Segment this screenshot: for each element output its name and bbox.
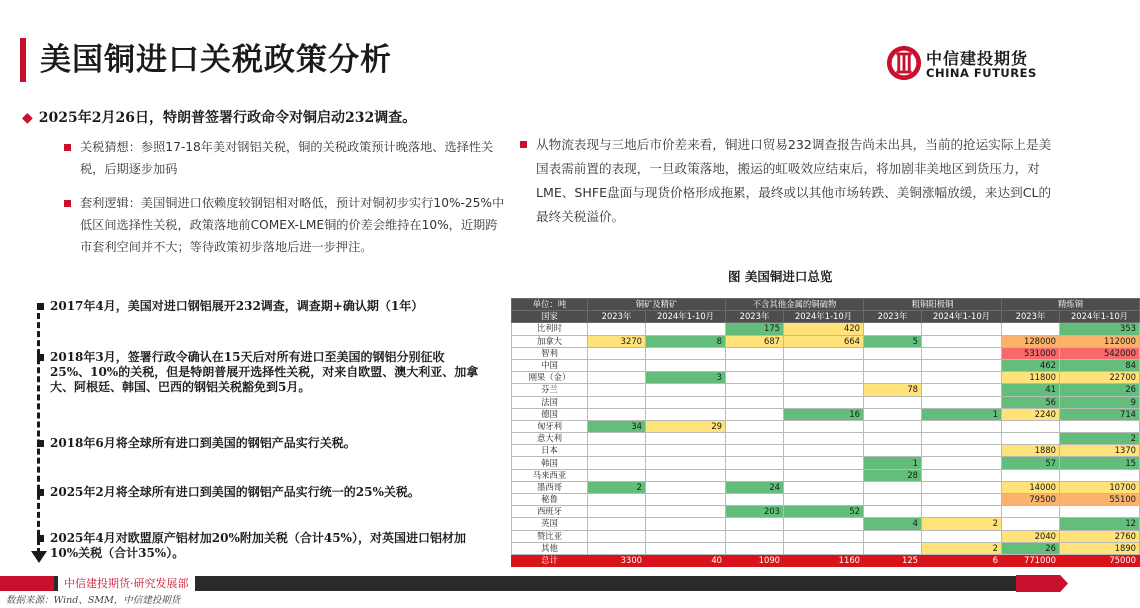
value-cell: 542000 — [1060, 347, 1140, 359]
value-cell: 2 — [1060, 433, 1140, 445]
table-row — [512, 359, 1140, 371]
value-cell — [726, 420, 784, 432]
value-cell — [588, 372, 646, 384]
country-cell: 中国 — [512, 359, 588, 371]
value-cell: 28 — [864, 469, 922, 481]
value-cell — [726, 408, 784, 420]
total-cell: 3300 — [588, 554, 646, 566]
value-cell: 2 — [588, 481, 646, 493]
value-cell: 4 — [864, 518, 922, 530]
country-cell: 韩国 — [512, 457, 588, 469]
copy-import-table — [511, 298, 1140, 567]
table-row — [512, 518, 1140, 530]
value-cell — [784, 384, 864, 396]
value-cell — [784, 445, 864, 457]
value-cell — [1002, 506, 1060, 518]
value-cell — [726, 347, 784, 359]
value-cell — [646, 384, 726, 396]
timeline-dot-icon — [37, 440, 44, 447]
value-cell: 5 — [864, 335, 922, 347]
value-cell: 15 — [1060, 457, 1140, 469]
value-cell: 84 — [1060, 359, 1140, 371]
timeline-text: 2017年4月，美国对进口钢铝展开232调查，调查期+确认期（1年） — [50, 299, 424, 313]
value-cell: 26 — [1002, 542, 1060, 554]
value-cell — [864, 323, 922, 335]
table-row — [512, 420, 1140, 432]
value-cell: 1 — [864, 457, 922, 469]
value-cell — [726, 372, 784, 384]
table-row — [512, 384, 1140, 396]
table-row — [512, 347, 1140, 359]
year-header: 2024年1-10月 — [784, 311, 864, 323]
value-cell — [1002, 323, 1060, 335]
table-header-row — [512, 299, 1140, 311]
value-cell — [588, 359, 646, 371]
footer-org: 中信建投期货·研究发展部 — [58, 576, 195, 591]
value-cell — [922, 420, 1002, 432]
value-cell — [784, 494, 864, 506]
value-cell: 41 — [1002, 384, 1060, 396]
value-cell — [646, 347, 726, 359]
table-title: 图 美国铜进口总览 — [728, 269, 833, 284]
year-header: 2023年 — [726, 311, 784, 323]
value-cell — [922, 469, 1002, 481]
value-cell: 26 — [1060, 384, 1140, 396]
value-cell: 531000 — [1002, 347, 1060, 359]
bullet-logistics — [536, 133, 1056, 229]
country-cell: 西班牙 — [512, 506, 588, 518]
timeline-text: 2018年6月将全球所有进口到美国的钢铝产品实行关税。 — [50, 436, 356, 450]
timeline-arrow-icon — [31, 551, 47, 563]
value-cell — [726, 445, 784, 457]
total-cell: 125 — [864, 554, 922, 566]
value-cell: 2760 — [1060, 530, 1140, 542]
value-cell — [784, 396, 864, 408]
value-cell — [726, 542, 784, 554]
value-cell: 353 — [1060, 323, 1140, 335]
value-cell — [864, 359, 922, 371]
value-cell: 714 — [1060, 408, 1140, 420]
timeline-text: 2025年2月将全球所有进口到美国的钢铝产品实行统一的25%关税。 — [50, 485, 420, 499]
value-cell — [864, 494, 922, 506]
value-cell — [864, 542, 922, 554]
value-cell: 2240 — [1002, 408, 1060, 420]
value-cell — [922, 445, 1002, 457]
value-cell: 3270 — [588, 335, 646, 347]
value-cell — [922, 323, 1002, 335]
value-cell: 11800 — [1002, 372, 1060, 384]
value-cell — [588, 408, 646, 420]
table-row — [512, 445, 1140, 457]
value-cell — [922, 396, 1002, 408]
value-cell — [784, 433, 864, 445]
value-cell — [784, 420, 864, 432]
total-label: 总计 — [512, 554, 588, 566]
value-cell: 1890 — [1060, 542, 1140, 554]
value-cell — [864, 396, 922, 408]
country-cell: 意大利 — [512, 433, 588, 445]
table-row — [512, 481, 1140, 493]
group-header: 铜矿及精矿 — [588, 299, 726, 311]
value-cell — [1002, 420, 1060, 432]
year-header: 2023年 — [1002, 311, 1060, 323]
value-cell — [588, 518, 646, 530]
total-cell: 40 — [646, 554, 726, 566]
value-cell — [646, 408, 726, 420]
diamond-bullet-icon: ◆ — [22, 110, 33, 126]
square-bullet-icon — [64, 144, 71, 151]
square-bullet-icon — [520, 141, 527, 148]
value-cell — [864, 408, 922, 420]
country-cell: 刚果（金） — [512, 372, 588, 384]
timeline-text: 2025年4月对欧盟原产铝材加20%附加关税（合计45%），对英国进口铝材加10%关税（合计35%）。 — [50, 531, 466, 560]
value-cell — [1060, 420, 1140, 432]
value-cell — [646, 518, 726, 530]
country-cell: 匈牙利 — [512, 420, 588, 432]
value-cell — [588, 542, 646, 554]
total-cell: 1160 — [784, 554, 864, 566]
bullet-arbitrage-logic — [80, 192, 505, 258]
table-row — [512, 494, 1140, 506]
value-cell — [726, 457, 784, 469]
value-cell — [588, 347, 646, 359]
table-row — [512, 372, 1140, 384]
table-total-row — [512, 554, 1140, 566]
timeline-item — [50, 531, 480, 561]
footer-accent — [0, 576, 54, 591]
country-cell: 法国 — [512, 396, 588, 408]
square-bullet-icon — [64, 200, 71, 207]
country-cell: 德国 — [512, 408, 588, 420]
value-cell — [922, 384, 1002, 396]
table-row — [512, 323, 1140, 335]
value-cell — [784, 469, 864, 481]
value-cell — [588, 457, 646, 469]
value-cell: 34 — [588, 420, 646, 432]
country-cell: 墨西哥 — [512, 481, 588, 493]
value-cell: 79500 — [1002, 494, 1060, 506]
title-accent-bar — [20, 38, 26, 82]
value-cell — [1060, 506, 1140, 518]
value-cell — [726, 433, 784, 445]
value-cell: 10700 — [1060, 481, 1140, 493]
country-cell: 马来西亚 — [512, 469, 588, 481]
value-cell — [646, 506, 726, 518]
value-cell — [726, 469, 784, 481]
timeline-line — [37, 304, 40, 554]
logo-name-cn: 中信建投期货 — [926, 49, 1029, 68]
value-cell: 57 — [1002, 457, 1060, 469]
value-cell — [588, 469, 646, 481]
value-cell: 14000 — [1002, 481, 1060, 493]
value-cell — [922, 335, 1002, 347]
value-cell — [864, 530, 922, 542]
year-header: 2024年1-10月 — [646, 311, 726, 323]
table-row — [512, 335, 1140, 347]
table-row — [512, 542, 1140, 554]
value-cell — [588, 494, 646, 506]
value-cell — [646, 530, 726, 542]
country-cell: 加拿大 — [512, 335, 588, 347]
value-cell: 55100 — [1060, 494, 1140, 506]
value-cell: 24 — [726, 481, 784, 493]
value-cell — [864, 347, 922, 359]
year-header: 2024年1-10月 — [1060, 311, 1140, 323]
bullet-text: 关税猜想：参照17-18年美对钢铝关税，铜的关税政策预计晚落地、选择性关税，后期逐步加码 — [80, 140, 494, 176]
value-cell: 78 — [864, 384, 922, 396]
value-cell — [646, 433, 726, 445]
value-cell — [588, 506, 646, 518]
value-cell — [784, 372, 864, 384]
country-cell: 英国 — [512, 518, 588, 530]
timeline-dot-icon — [37, 535, 44, 542]
value-cell — [726, 396, 784, 408]
value-cell — [726, 384, 784, 396]
page-title: 美国铜进口关税政策分析 — [40, 42, 392, 78]
value-cell: 8 — [646, 335, 726, 347]
headline-text: 2025年2月26日，特朗普签署行政命令对铜启动232调查。 — [38, 110, 417, 126]
value-cell — [726, 518, 784, 530]
total-cell: 771000 — [1002, 554, 1060, 566]
total-cell: 75000 — [1060, 554, 1140, 566]
value-cell: 1880 — [1002, 445, 1060, 457]
timeline-item — [50, 299, 480, 314]
value-cell — [864, 481, 922, 493]
value-cell — [922, 457, 1002, 469]
value-cell — [646, 396, 726, 408]
value-cell — [646, 494, 726, 506]
timeline-text: 2018年3月，签署行政令确认在15天后对所有进口至美国的钢铝分别征收25%、10%的关税，但是特朗普展开选择性关税，对来自欧盟、澳大利亚、加拿大、阿根廷、韩国、巴西的钢铝关税豁免到5月。 — [50, 350, 479, 394]
value-cell — [922, 494, 1002, 506]
value-cell: 52 — [784, 506, 864, 518]
value-cell: 664 — [784, 335, 864, 347]
value-cell: 2 — [922, 542, 1002, 554]
value-cell — [588, 433, 646, 445]
value-cell: 56 — [1002, 396, 1060, 408]
value-cell: 12 — [1060, 518, 1140, 530]
value-cell: 1 — [922, 408, 1002, 420]
value-cell — [1060, 469, 1140, 481]
year-header: 2023年 — [588, 311, 646, 323]
value-cell: 1370 — [1060, 445, 1140, 457]
value-cell: 22700 — [1060, 372, 1140, 384]
bullet-text: 套利逻辑：美国铜进口依赖度较钢铝相对略低，预计对铜初步实行10%-25%中低区间选择性关税，政策落地前COMEX-LME铜的价差会维持在10%，近期跨市套利空间并不大；等待政策初步落地后进一步押注。 — [80, 196, 505, 254]
country-cell: 其他 — [512, 542, 588, 554]
value-cell: 3 — [646, 372, 726, 384]
value-cell — [588, 396, 646, 408]
value-cell — [646, 469, 726, 481]
table-row — [512, 469, 1140, 481]
value-cell: 112000 — [1060, 335, 1140, 347]
value-cell — [646, 481, 726, 493]
table-header-row — [512, 311, 1140, 323]
country-cell: 日本 — [512, 445, 588, 457]
bullet-tariff-guess — [80, 136, 500, 180]
group-header: 不含其他金属的铜硫物 — [726, 299, 864, 311]
country-cell: 智利 — [512, 347, 588, 359]
country-cell: 秘鲁 — [512, 494, 588, 506]
value-cell — [922, 372, 1002, 384]
value-cell: 2040 — [1002, 530, 1060, 542]
value-cell — [1002, 518, 1060, 530]
total-cell: 1090 — [726, 554, 784, 566]
table-row — [512, 433, 1140, 445]
value-cell — [646, 323, 726, 335]
headline — [22, 107, 416, 127]
logo-name-en: CHINA FUTURES — [926, 66, 1037, 80]
value-cell — [784, 457, 864, 469]
timeline-item — [50, 350, 480, 395]
value-cell: 2 — [922, 518, 1002, 530]
value-cell: 16 — [784, 408, 864, 420]
value-cell — [922, 530, 1002, 542]
value-cell: 128000 — [1002, 335, 1060, 347]
value-cell — [726, 494, 784, 506]
value-cell — [646, 542, 726, 554]
bullet-text: 从物流表现与三地后市价差来看，铜进口贸易232调查报告尚未出具，当前的抢运实际上是美国表需前置的表现，一旦政策落地，搬运的虹吸效应结束后，将加剧非美地区到货压力，对LME、SHFE盘面与现货价格形成拖累，最终或以其他市场转跌、美铜涨幅放缓，来达到CL的最终关税溢价。 — [536, 137, 1052, 224]
value-cell — [646, 359, 726, 371]
value-cell — [588, 323, 646, 335]
table-row — [512, 408, 1140, 420]
value-cell — [864, 433, 922, 445]
value-cell — [1002, 469, 1060, 481]
value-cell — [922, 481, 1002, 493]
value-cell — [864, 372, 922, 384]
country-cell: 比利时 — [512, 323, 588, 335]
timeline-dot-icon — [37, 354, 44, 361]
data-source: 数据来源：Wind、SMM，中信建投期货 — [6, 595, 181, 606]
value-cell — [922, 359, 1002, 371]
value-cell: 9 — [1060, 396, 1140, 408]
value-cell — [784, 530, 864, 542]
table-row — [512, 530, 1140, 542]
group-header: 精炼铜 — [1002, 299, 1140, 311]
value-cell — [784, 481, 864, 493]
year-header: 2023年 — [864, 311, 922, 323]
value-cell — [588, 384, 646, 396]
timeline-dot-icon — [37, 303, 44, 310]
table-row — [512, 396, 1140, 408]
country-cell: 芬兰 — [512, 384, 588, 396]
value-cell — [922, 433, 1002, 445]
country-header: 国家 — [512, 311, 588, 323]
value-cell: 203 — [726, 506, 784, 518]
total-cell: 6 — [922, 554, 1002, 566]
company-logo-icon — [885, 44, 923, 82]
value-cell — [784, 347, 864, 359]
value-cell: 175 — [726, 323, 784, 335]
value-cell — [726, 530, 784, 542]
value-cell: 687 — [726, 335, 784, 347]
value-cell — [646, 457, 726, 469]
value-cell — [922, 506, 1002, 518]
value-cell: 420 — [784, 323, 864, 335]
value-cell — [864, 506, 922, 518]
value-cell — [588, 445, 646, 457]
timeline-item — [50, 436, 480, 451]
group-header: 粗铜阳极铜 — [864, 299, 1002, 311]
table-row — [512, 506, 1140, 518]
value-cell — [784, 359, 864, 371]
footer-arrow-icon — [1016, 575, 1068, 592]
table-row — [512, 457, 1140, 469]
value-cell: 29 — [646, 420, 726, 432]
value-cell — [864, 420, 922, 432]
value-cell: 462 — [1002, 359, 1060, 371]
timeline-dot-icon — [37, 489, 44, 496]
value-cell — [1002, 433, 1060, 445]
value-cell — [646, 445, 726, 457]
value-cell — [784, 518, 864, 530]
unit-label: 单位：吨 — [512, 299, 588, 311]
value-cell — [922, 347, 1002, 359]
value-cell — [784, 542, 864, 554]
year-header: 2024年1-10月 — [922, 311, 1002, 323]
value-cell — [726, 359, 784, 371]
timeline-item — [50, 485, 480, 500]
value-cell — [588, 530, 646, 542]
value-cell — [864, 445, 922, 457]
country-cell: 赞比亚 — [512, 530, 588, 542]
